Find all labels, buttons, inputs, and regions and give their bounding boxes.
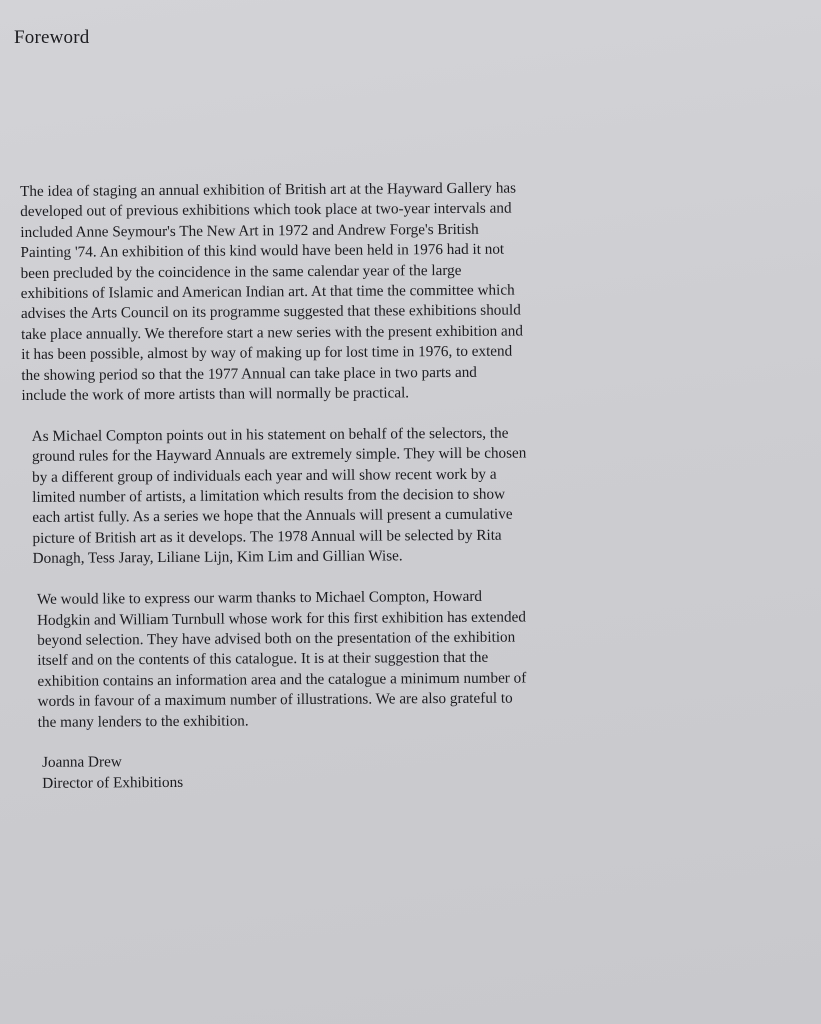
paragraph-2: [22, 423, 563, 570]
signatory-title: Director of Exhibitions: [42, 773, 184, 792]
text-line: it has been possible, almost by way of making up for lost time in 1976, to extend: [21, 342, 513, 364]
signature-block: [24, 750, 564, 795]
text-line: take place annually. We therefore start a new series with the present exhibition and: [21, 322, 524, 343]
text-line: Painting '74. An exhibition of this kind would have been held in 1976 had it not: [20, 240, 505, 262]
text-line: developed out of previous exhibitions which took place at two-year intervals and: [20, 199, 512, 221]
text-line: picture of British art as it develops. The 1978 Annual will be selected by Rita: [32, 526, 502, 547]
text-line: Donagh, Tess Jaray, Liliane Lijn, Kim Lim and Gillian Wise.: [32, 547, 403, 568]
text-line: beyond selection. They have advised both on the presentation of the exhibition: [37, 628, 516, 649]
foreword-body: [20, 178, 564, 794]
text-line: words in favour of a maximum number of illustrations. We are also grateful to: [37, 689, 513, 711]
text-line: As Michael Compton points out in his statement on behalf of the selectors, the: [31, 424, 509, 445]
text-line: exhibitions of Islamic and American Indian art. At that time the committee which: [20, 281, 515, 303]
paragraph-3: [23, 586, 564, 733]
text-line: included Anne Seymour's The New Art in 1972 and Andrew Forge's British: [20, 220, 479, 241]
text-line: each artist fully. As a series we hope that the Annuals will present a cumulative: [32, 506, 513, 527]
text-line: Hodgkin and William Turnbull whose work for this first exhibition has extended: [36, 607, 526, 629]
page-title: Foreword: [14, 27, 90, 48]
text-line: The idea of staging an annual exhibition of British art at the Hayward Gallery has: [20, 179, 517, 200]
text-line: advises the Arts Council on its programme suggested that these exhibitions should: [20, 301, 521, 323]
text-line: been precluded by the coincidence in the same calendar year of the large: [20, 261, 462, 282]
text-line: limited number of artists, a limitation which results from the decision to show: [32, 485, 506, 507]
signatory-name: Joanna Drew: [41, 753, 122, 772]
text-line: the many lenders to the exhibition.: [37, 711, 249, 731]
text-line: We would like to express our warm thanks to Michael Compton, Howard: [36, 587, 483, 608]
text-line: itself and on the contents of this catalogue. It is at their suggestion that the: [37, 649, 489, 670]
text-line: by a different group of individuals each year and will show recent work by a: [32, 465, 497, 486]
text-line: exhibition contains an information area and the catalogue a minimum number of: [37, 669, 527, 690]
paragraph-1: [20, 178, 562, 406]
text-line: include the work of more artists than will normally be practical.: [21, 384, 410, 405]
text-line: ground rules for the Hayward Annuals are extremely simple. They will be chosen: [31, 444, 527, 466]
text-line: the showing period so that the 1977 Annual can take place in two parts and: [21, 363, 477, 384]
